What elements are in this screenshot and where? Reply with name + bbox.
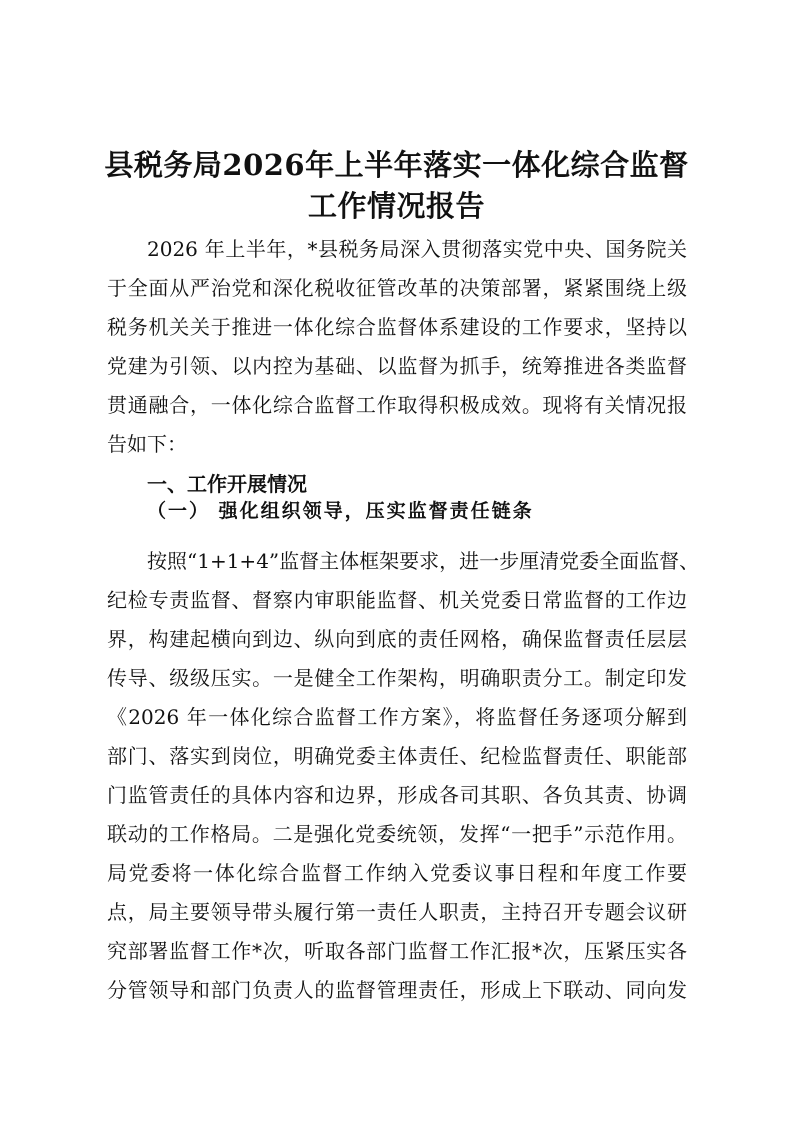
intro-line: 贯通融合，一体化综合监督工作取得积极成效。现将有关情况报 xyxy=(107,393,687,417)
body-line: 部门、落实到岗位，明确党委主体责任、纪检监督责任、职能部 xyxy=(107,744,687,768)
body-line: 究部署监督工作*次，听取各部门监督工作汇报*次，压紧压实各 xyxy=(107,939,687,963)
body-line: 《2026 年一体化综合监督工作方案》，将监督任务逐项分解到 xyxy=(107,705,687,729)
intro-line: 于全面从严治党和深化税收征管改革的决策部署，紧紧围绕上级 xyxy=(107,276,687,300)
intro-line: 2026 年上半年，*县税务局深入贯彻落实党中央、国务院关 xyxy=(147,237,687,261)
body-line: 纪检专责监督、督察内审职能监督、机关党委日常监督的工作边 xyxy=(107,588,687,612)
document-title-line-1: 县税务局2026年上半年落实一体化综合监督 xyxy=(104,148,689,182)
document-title-line-2: 工作情况报告 xyxy=(307,189,485,223)
intro-line: 告如下： xyxy=(107,432,187,456)
body-line: 分管领导和部门负责人的监督管理责任，形成上下联动、同向发 xyxy=(107,978,687,1002)
body-line: 门监管责任的具体内容和边界，形成各司其职、各负其责、协调 xyxy=(107,783,687,807)
intro-line: 税务机关关于推进一体化综合监督体系建设的工作要求，坚持以 xyxy=(107,315,687,339)
intro-line: 党建为引领、以内控为基础、以监督为抓手，统筹推进各类监督 xyxy=(107,354,687,378)
body-line: 按照“1+1+4”监督主体框架要求，进一步厘清党委全面监督、 xyxy=(147,549,700,573)
body-line: 点，局主要领导带头履行第一责任人职责，主持召开专题会议研 xyxy=(107,900,687,924)
body-line: 局党委将一体化综合监督工作纳入党委议事日程和年度工作要 xyxy=(107,861,687,885)
section-heading: 一、工作开展情况 xyxy=(147,472,307,496)
body-line: 传导、级级压实。一是健全工作架构，明确职责分工。制定印发 xyxy=(107,666,687,690)
body-line: 界，构建起横向到边、纵向到底的责任网格，确保监督责任层层 xyxy=(107,627,687,651)
body-line: 联动的工作格局。二是强化党委统领，发挥“一把手”示范作用。 xyxy=(107,822,687,846)
subsection-heading: （一） 强化组织领导，压实监督责任链条 xyxy=(147,500,534,522)
